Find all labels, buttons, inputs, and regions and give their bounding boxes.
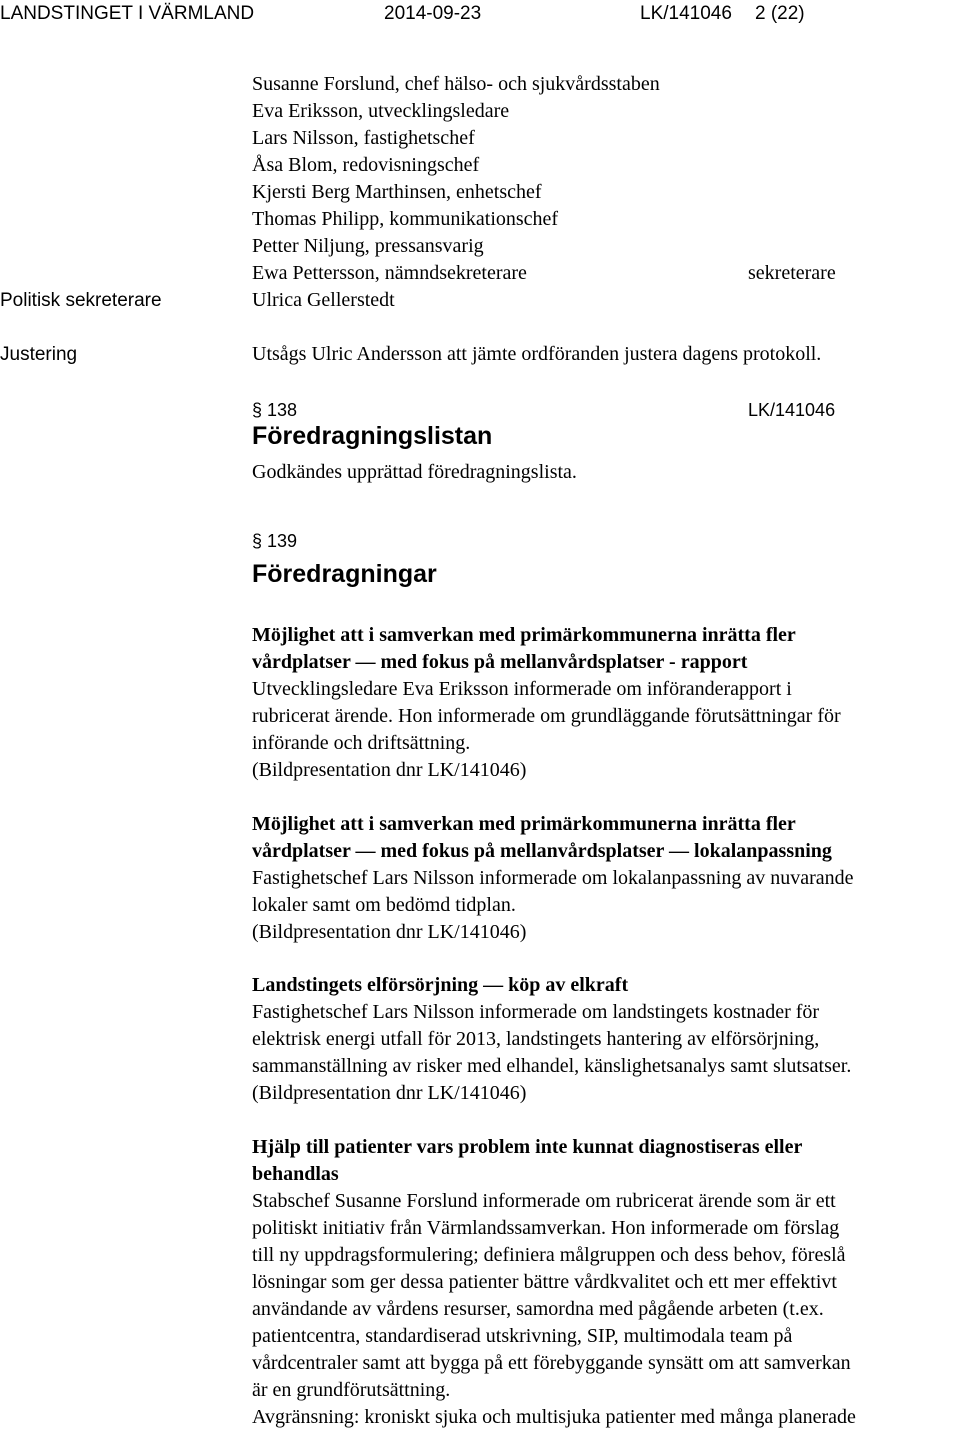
political-secretary-name: Ulrica Gellerstedt xyxy=(252,289,395,311)
header-org: LANDSTINGET I VÄRMLAND xyxy=(0,3,255,24)
section-139-number: § 139 xyxy=(252,531,298,551)
attendee-item: Ewa Pettersson, nämndsekreterare xyxy=(252,262,527,284)
adjustment-label: Justering xyxy=(0,344,78,365)
item-body-line: är en grundförutsättning. xyxy=(252,1379,451,1401)
header-page: 2 (22) xyxy=(755,3,805,24)
item-body-line: (Bildpresentation dnr LK/141046) xyxy=(252,1082,527,1104)
item-heading-line: behandlas xyxy=(252,1163,339,1185)
section-139-title: Föredragningar xyxy=(252,560,437,588)
item-body-line: Utvecklingsledare Eva Eriksson informerade om införanderapport i xyxy=(252,678,792,700)
presentation-item xyxy=(252,622,960,784)
section-138-title: Föredragningslistan xyxy=(252,422,493,450)
item-heading-line: Möjlighet att i samverkan med primärkommunerna inrätta fler xyxy=(252,813,796,835)
header-ref: LK/141046 xyxy=(640,3,732,24)
attendee-item: Kjersti Berg Marthinsen, enhetschef xyxy=(252,181,542,203)
section-138-number: § 138 xyxy=(252,400,298,420)
item-heading-line: Möjlighet att i samverkan med primärkommunerna inrätta fler xyxy=(252,624,796,646)
item-heading-line: Landstingets elförsörjning — köp av elkraft xyxy=(252,974,629,996)
item-body-line: Avgränsning: kroniskt sjuka och multisjuka patienter med många planerade xyxy=(252,1406,856,1428)
item-heading-line: vårdplatser — med fokus på mellanvårdsplatser — lokalanpassning xyxy=(252,840,832,862)
item-body-line: användande av vårdens resurser, samordna med pågående arbeten (t.ex. xyxy=(252,1298,824,1320)
attendee-item: Eva Eriksson, utvecklingsledare xyxy=(252,100,510,122)
item-body-line: sammanställning av risker med elhandel, känslighetsanalys samt slutsatser. xyxy=(252,1055,852,1077)
item-body-line: rubricerat ärende. Hon informerade om grundläggande förutsättningar för xyxy=(252,705,841,727)
item-body-line: (Bildpresentation dnr LK/141046) xyxy=(252,921,527,943)
item-body-line: införande och driftsättning. xyxy=(252,732,471,754)
item-body-line: Stabschef Susanne Forslund informerade om rubricerat ärende som är ett xyxy=(252,1190,836,1212)
item-body-line: elektrisk energi utfall för 2013, landstingets hantering av elförsörjning, xyxy=(252,1028,820,1050)
item-body-line: Fastighetschef Lars Nilsson informerade om lokalanpassning av nuvarande xyxy=(252,867,854,889)
political-secretary-label: Politisk sekreterare xyxy=(0,290,162,311)
header-date: 2014-09-23 xyxy=(384,3,482,24)
attendee-item: Petter Niljung, pressansvarig xyxy=(252,235,484,257)
attendee-item: Thomas Philipp, kommunikationschef xyxy=(252,208,559,230)
section-138-ref: LK/141046 xyxy=(748,400,836,420)
item-body-line: lokaler samt om bedömd tidplan. xyxy=(252,894,516,916)
item-body-line: till ny uppdragsformulering; definiera målgruppen och dess behov, föreslå xyxy=(252,1244,846,1266)
attendee-item: Lars Nilsson, fastighetschef xyxy=(252,127,475,149)
section-138-text: Godkändes upprättad föredragningslista. xyxy=(252,461,577,483)
presentation-item xyxy=(252,811,960,946)
attendee-item: Åsa Blom, redovisningschef xyxy=(252,154,480,176)
attendee-item: Susanne Forslund, chef hälso- och sjukvårdsstaben xyxy=(252,73,660,95)
item-heading-line: Hjälp till patienter vars problem inte kunnat diagnostiseras eller xyxy=(252,1136,803,1158)
presentation-item xyxy=(252,1134,960,1431)
item-heading-line: vårdplatser — med fokus på mellanvårdsplatser - rapport xyxy=(252,651,748,673)
attendee-list xyxy=(252,71,660,314)
item-body-line: politiskt initiativ från Värmlandssamverkan. Hon informerade om förslag xyxy=(252,1217,840,1239)
item-body-line: lösningar som ger dessa patienter bättre vårdkvalitet och ett mer effektivt xyxy=(252,1271,837,1293)
adjustment-text: Utsågs Ulric Andersson att jämte ordföranden justera dagens protokoll. xyxy=(252,343,822,365)
presentation-item xyxy=(252,972,960,1107)
item-body-line: (Bildpresentation dnr LK/141046) xyxy=(252,759,527,781)
item-body-line: vårdcentraler samt att bygga på ett förebyggande synsätt om att samverkan xyxy=(252,1352,851,1374)
item-body-line: Fastighetschef Lars Nilsson informerade om landstingets kostnader för xyxy=(252,1001,820,1023)
secretary-right-label: sekreterare xyxy=(748,262,836,284)
item-body-line: patientcentra, standardiserad utskrivning, SIP, multimodala team på xyxy=(252,1325,793,1347)
